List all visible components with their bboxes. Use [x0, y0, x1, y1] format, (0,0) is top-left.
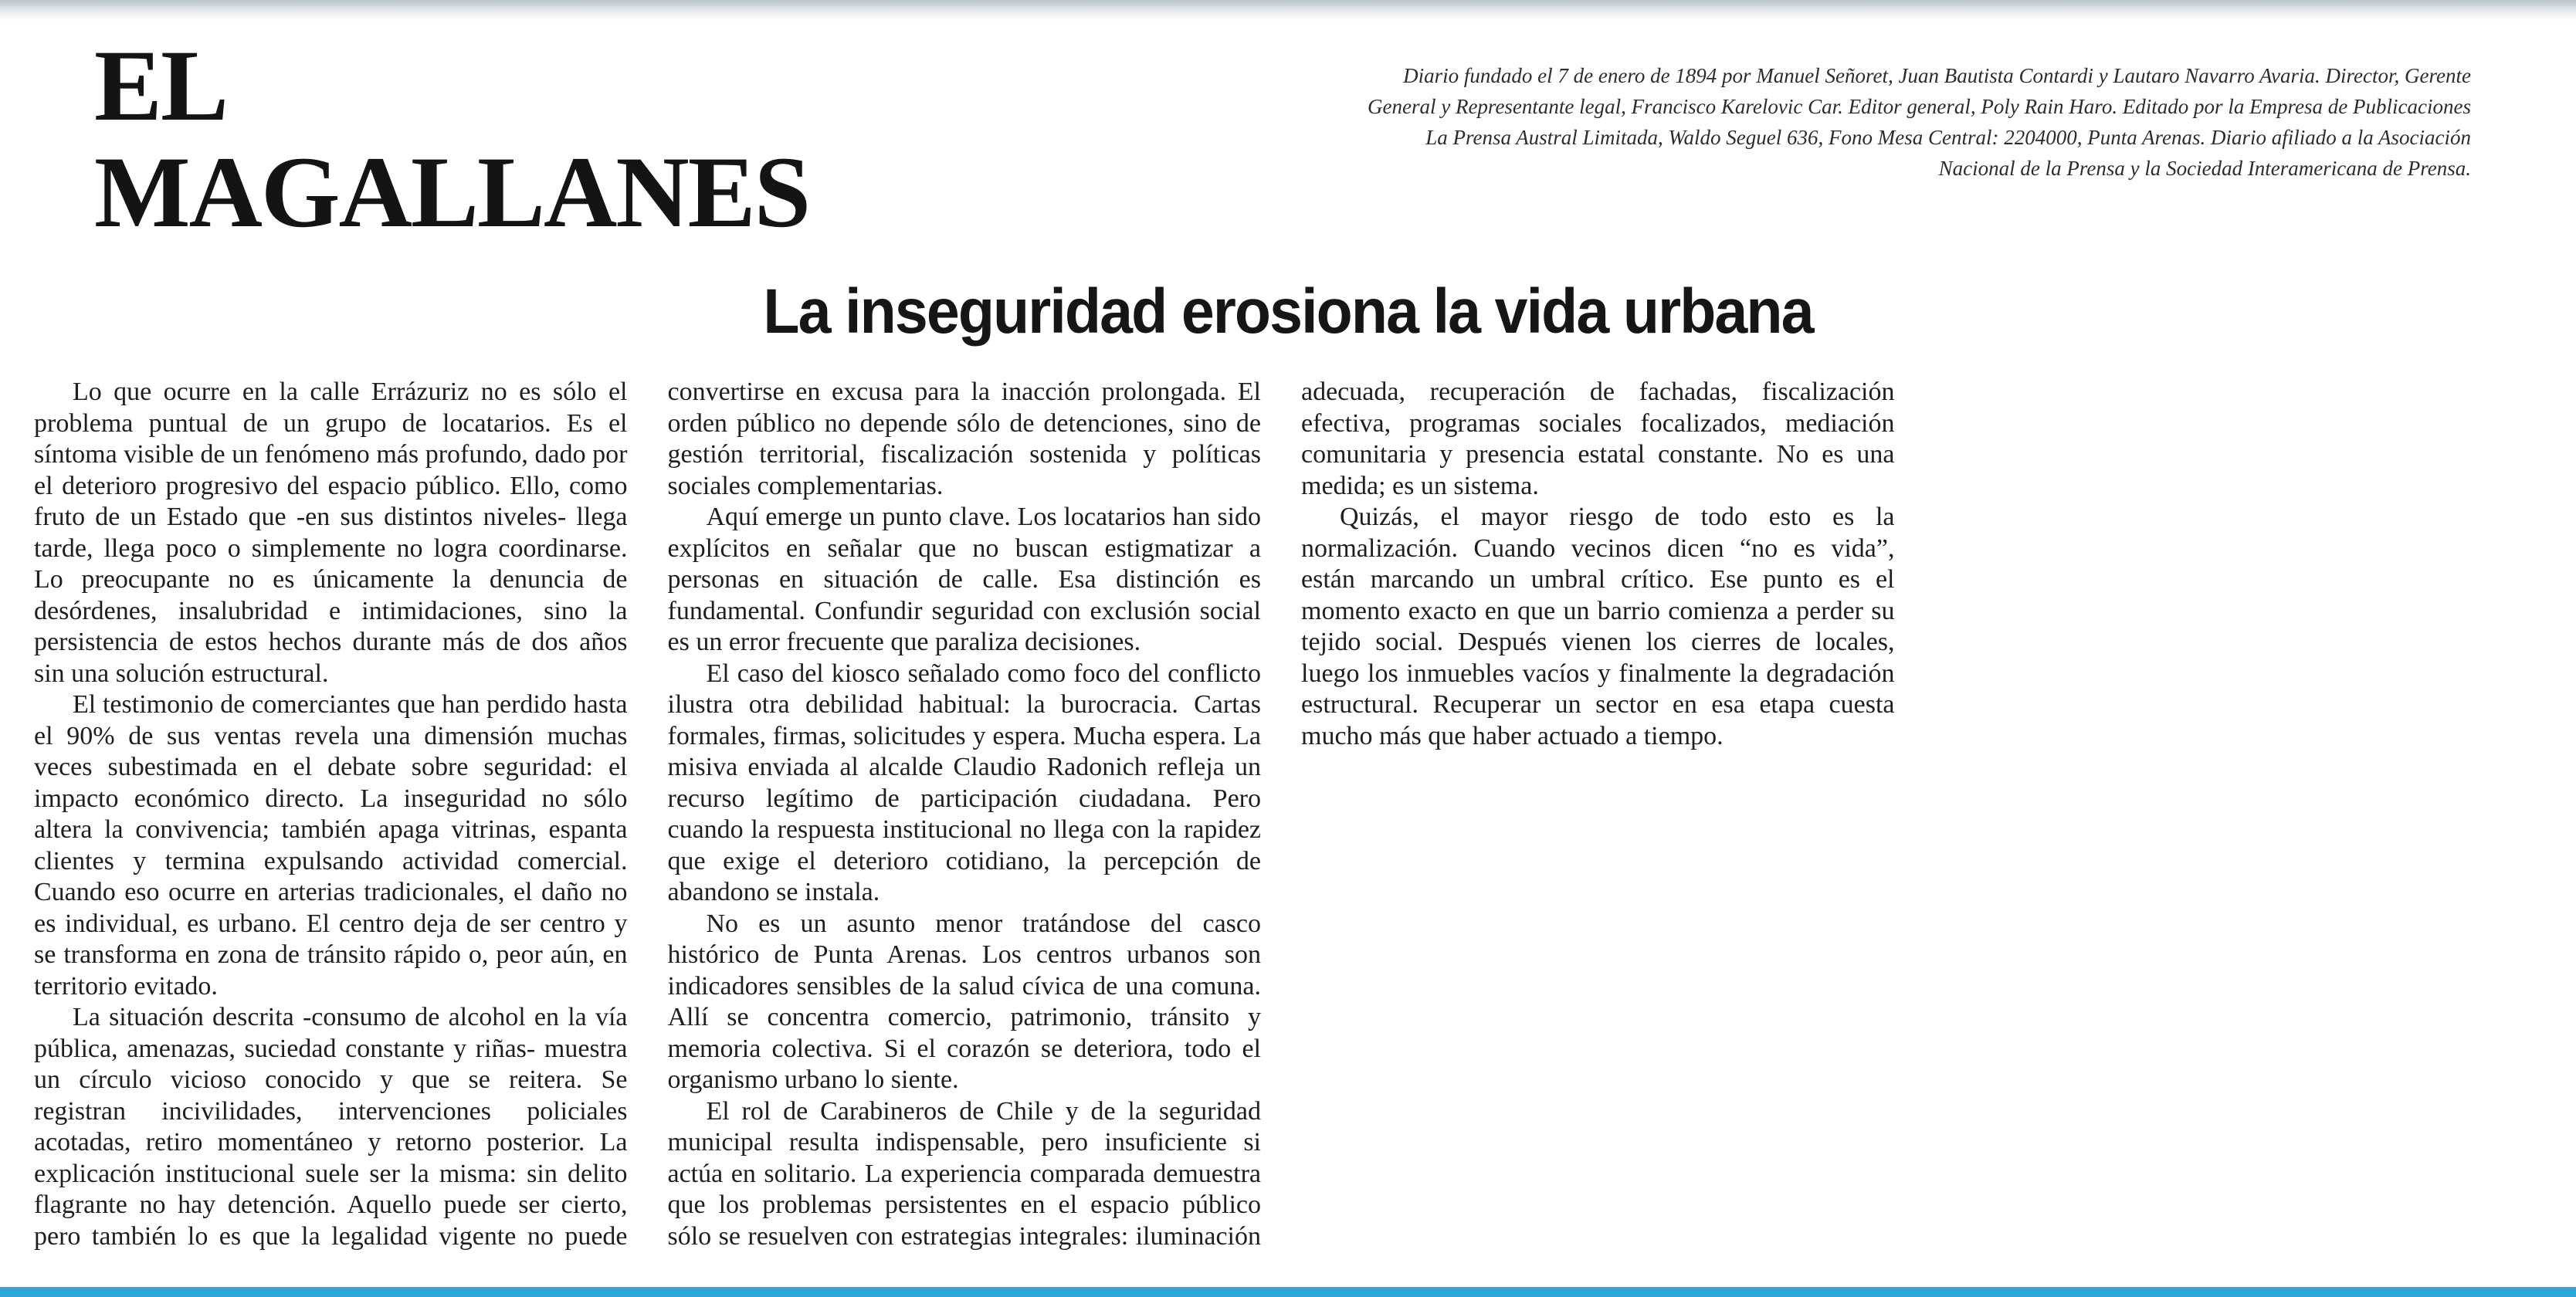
masthead-line-2: MAGALLANES [94, 135, 810, 249]
article-paragraph: La situación descrita -consumo de alcohol en la vía pública, amenazas, suciedad constante y riñas- muestra un círculo vicioso conocido y que se reitera. Se registran incivilidades, intervenciones policiales acotadas, retiro momentáneo y retorno posterior. La explicación institucional suele ser la misma: sin delito flagrante no hay detención. Aquello puede ser cierto, pero también lo es que la legalidad vigente no puede convertirse en excusa para la inacción prolongada. El orden público no depende sólo de detenciones, sino de gestión territorial, fiscalización sostenida y políticas sociales complementarias. [34, 378, 1261, 1251]
newspaper-masthead [94, 29, 836, 249]
publication-credits: Diario fundado el 7 de enero de 1894 por Manuel Señoret, Juan Bautista Contardi y Lautaro Navarro Avaria. Director, Gerente General y Representante legal, Francisco Karelovic Car. Editor general, Poly Rain Haro. Editado por la Empresa de Publicaciones La Prensa Austral Limitada, Waldo Seguel 636, Fono Mesa Central: 2204000, Punta Arenas. Diario afiliado a la Asociación Nacional de la Prensa y la Sociedad Interamericana de Prensa. [1368, 64, 2471, 180]
masthead-line-1: EL [94, 29, 228, 142]
article-paragraph: No es un asunto menor tratándose del casco histórico de Punta Arenas. Los centros urbanos son indicadores sensibles de la salud cívica de una comuna. Allí se concentra comercio, patrimonio, tránsito y memoria colectiva. Si el corazón se deteriora, todo el organismo urbano lo siente. [667, 909, 1261, 1094]
article-body [34, 377, 2528, 1280]
top-gradient-bar [0, 0, 2576, 20]
article-paragraph: El rol de Carabineros de Chile y de la seguridad municipal resulta indispensable, pero insuficiente si actúa en solitario. La experiencia comparada demuestra que los problemas persistentes en el espacio público sólo se resuelven con estrategias integrales: iluminación adecuada, recuperación de fachadas, fiscalización efectiva, programas sociales focalizados, mediación comunitaria y presencia estatal constante. No es una medida; es un sistema. [667, 378, 1895, 1251]
bottom-accent-bar [0, 1287, 2576, 1297]
article-paragraph: Aquí emerge un punto clave. Los locatarios han sido explícitos en señalar que no buscan estigmatizar a personas en situación de calle. Esa distinción es fundamental. Confundir seguridad con exclusión social es un error frecuente que paraliza decisiones. [667, 503, 1261, 656]
editorial-headline: La inseguridad erosiona la vida urbana [763, 276, 1813, 347]
article-paragraph: Lo que ocurre en la calle Errázuriz no es sólo el problema puntual de un grupo de locatarios. Es el síntoma visible de un fenómeno más profundo, dado por el deterioro progresivo del espacio público. Ello, como fruto de un Estado que -en sus distintos niveles- llega tarde, llega poco o simplemente no logra coordinarse. Lo preocupante no es únicamente la denuncia de desórdenes, insalubridad e intimidaciones, sino la persistencia de estos hechos durante más de dos años sin una solución estructural. [34, 378, 628, 688]
article-paragraph: El caso del kiosco señalado como foco del conflicto ilustra otra debilidad habitual: la burocracia. Cartas formales, firmas, solicitudes y espera. Mucha espera. La misiva enviada al alcalde Claudio Radonich refleja un recurso legítimo de participación ciudadana. Pero cuando la respuesta institucional no llega con la rapidez que exige el deterioro cotidiano, la percepción de abandono se instala. [667, 659, 1261, 906]
article-paragraph: El testimonio de comerciantes que han perdido hasta el 90% de sus ventas revela una dimensión muchas veces subestimada en el debate sobre seguridad: el impacto económico directo. La inseguridad no sólo altera la convivencia; también apaga vitrinas, espanta clientes y termina expulsando actividad comercial. Cuando eso ocurre en arterias tradicionales, el daño no es individual, es urbano. El centro deja de ser centro y se transforma en zona de tránsito rápido o, peor aún, en territorio evitado. [34, 690, 628, 1001]
article-paragraph: Quizás, el mayor riesgo de todo esto es la normalización. Cuando vecinos dicen “no es vida”, están marcando un umbral crítico. Ese punto es el momento exacto en que un barrio comienza a perder su tejido social. Después vienen los cierres de locales, luego los inmuebles vacíos y finalmente la degradación estructural. Recuperar un sector en esa etapa cuesta mucho más que haber actuado a tiempo. [1301, 503, 1895, 750]
